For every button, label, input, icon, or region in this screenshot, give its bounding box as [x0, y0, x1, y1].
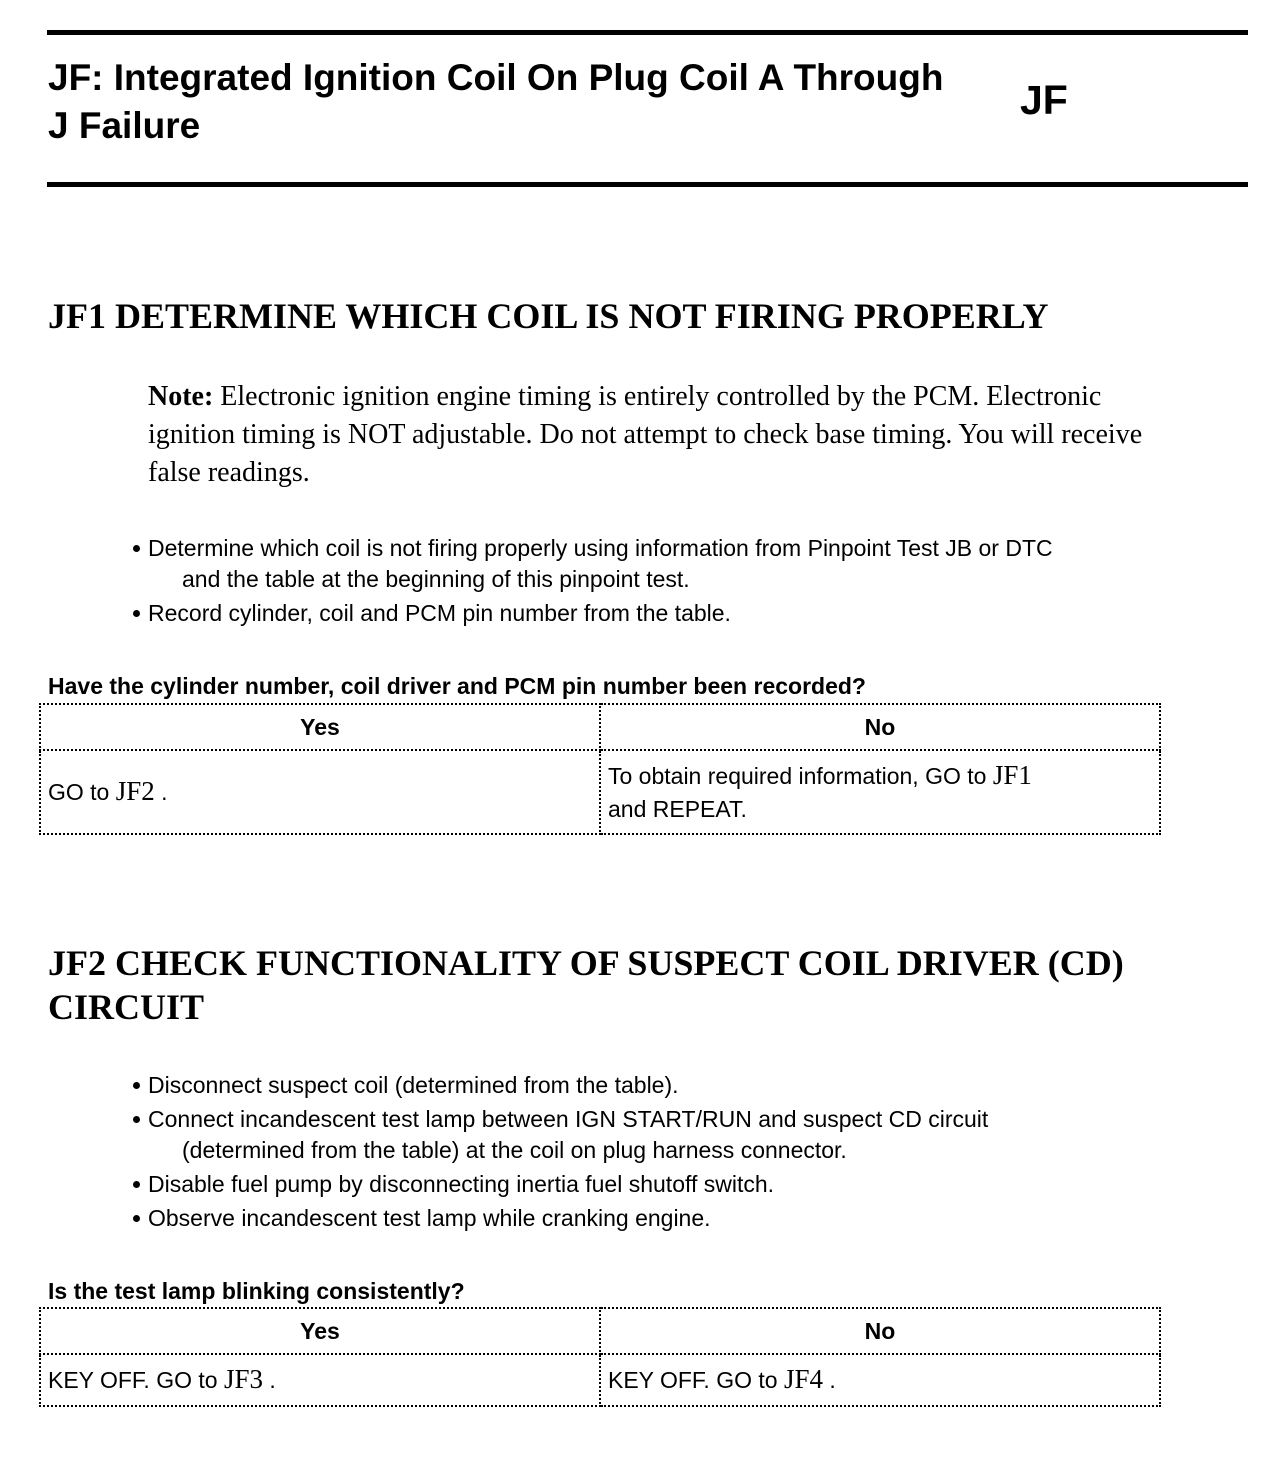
list-item	[130, 533, 1250, 595]
instruction-text: Record cylinder, coil and PCM pin number from the table.	[148, 600, 731, 626]
yes-action-text: GO to	[48, 779, 116, 805]
bullet-icon	[133, 1082, 140, 1089]
step-jf1-instructions	[130, 533, 1250, 632]
no-action-text: To obtain required information, GO to	[608, 762, 993, 789]
step-jf2-result-table	[39, 1307, 1161, 1407]
header-bottom-rule	[47, 182, 1248, 187]
note-text: Electronic ignition engine timing is entirely controlled by the PCM. Electronic ignition timing is NOT adjustable. Do not attempt to check base timing. You will receive false readings.	[148, 381, 1143, 488]
note	[148, 378, 1158, 492]
header-top-rule	[47, 30, 1248, 35]
list-item	[130, 1070, 1250, 1101]
instruction-text: Observe incandescent test lamp while cranking engine.	[148, 1205, 711, 1231]
note-label: Note:	[148, 381, 214, 412]
jf2-link[interactable]: JF2	[115, 776, 155, 806]
list-item	[130, 1104, 1250, 1166]
yes-action-suffix: .	[263, 1367, 276, 1393]
yes-cell	[40, 1354, 600, 1406]
list-item	[130, 1203, 1250, 1234]
instruction-text: Disconnect suspect coil (determined from the table).	[148, 1072, 679, 1098]
list-item	[130, 598, 1250, 629]
yes-action-text: KEY OFF. GO to	[48, 1367, 224, 1393]
bullet-icon	[133, 1215, 140, 1222]
bullet-icon	[133, 1116, 140, 1123]
yes-cell	[40, 750, 600, 834]
yes-action-suffix: .	[154, 779, 168, 805]
no-action-suffix: .	[823, 1367, 836, 1393]
jf1-link[interactable]: JF1	[992, 759, 1032, 790]
step-jf1-title: JF1 DETERMINE WHICH COIL IS NOT FIRING PROPERLY	[48, 296, 1049, 336]
instruction-continuation: and the table at the beginning of this pinpoint test.	[182, 566, 690, 592]
instruction-text: Disable fuel pump by disconnecting inertia fuel shutoff switch.	[148, 1171, 775, 1197]
no-action-suffix: and REPEAT.	[608, 795, 747, 822]
instruction-text: Connect incandescent test lamp between IGN START/RUN and suspect CD circuit	[148, 1106, 989, 1132]
yes-header: Yes	[40, 1308, 600, 1354]
bullet-icon	[133, 610, 140, 617]
no-cell	[600, 1354, 1160, 1406]
jf3-link[interactable]: JF3	[223, 1364, 263, 1394]
bullet-icon	[133, 1181, 140, 1188]
jf4-link[interactable]: JF4	[783, 1364, 823, 1394]
step-jf1-result-table	[39, 703, 1161, 835]
instruction-continuation: (determined from the table) at the coil on plug harness connector.	[182, 1137, 847, 1163]
no-cell	[600, 750, 1160, 834]
step-jf1-question: Have the cylinder number, coil driver and PCM pin number been recorded?	[48, 673, 866, 699]
bullet-icon	[133, 545, 140, 552]
step-jf2-question: Is the test lamp blinking consistently?	[48, 1278, 465, 1304]
no-action-text: KEY OFF. GO to	[608, 1367, 784, 1393]
step-jf2-title: JF2 CHECK FUNCTIONALITY OF SUSPECT COIL DRIVER (CD) CIRCUIT	[48, 943, 1124, 1027]
step-jf2-instructions	[130, 1070, 1250, 1237]
no-header: No	[600, 1308, 1160, 1354]
list-item	[130, 1169, 1250, 1200]
yes-header: Yes	[40, 704, 600, 750]
page-title: JF: Integrated Ignition Coil On Plug Coil A Through J Failure	[48, 57, 944, 146]
section-code: JF	[1020, 77, 1068, 123]
instruction-text: Determine which coil is not firing properly using information from Pinpoint Test JB or DTC	[148, 535, 1053, 561]
no-header: No	[600, 704, 1160, 750]
